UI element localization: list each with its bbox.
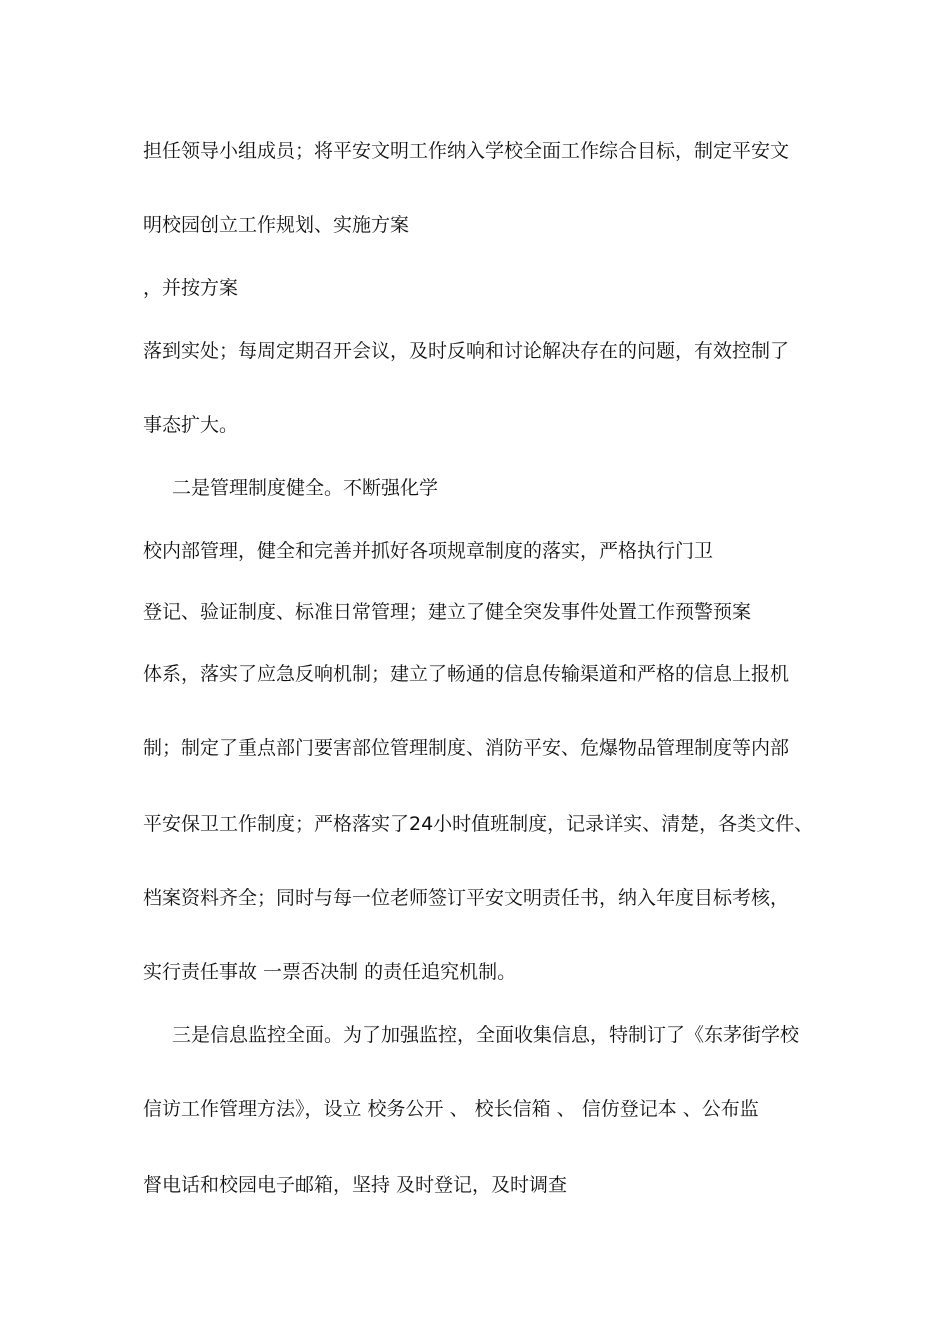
paragraph-start-line: 三是信息监控全面。为了加强监控，全面收集信息，特制订了《东茅街学校 bbox=[172, 1024, 800, 1046]
text-line: ，并按方案 bbox=[143, 277, 239, 299]
text-line: 校内部管理，健全和完善并抓好各项规章制度的落实，严格执行门卫 bbox=[143, 540, 714, 562]
text-line: 体系，落实了应急反响机制；建立了畅通的信息传输渠道和严格的信息上报机 bbox=[143, 663, 790, 685]
paragraph-start-line: 二是管理制度健全。不断强化学 bbox=[172, 477, 439, 499]
text-line: 担任领导小组成员；将平安文明工作纳入学校全面工作综合目标，制定平安文 bbox=[143, 140, 790, 162]
text-line: 督电话和校园电子邮箱，坚持 及时登记，及时调查 bbox=[143, 1174, 568, 1196]
text-line: 档案资料齐全；同时与每一位老师签订平安文明责任书，纳入年度目标考核， bbox=[143, 887, 790, 909]
text-line: 实行责任事故 一票否决制 的责任追究机制。 bbox=[143, 961, 517, 983]
text-line: 制；制定了重点部门要害部位管理制度、消防平安、危爆物品管理制度等内部 bbox=[143, 737, 790, 759]
text-line: 平安保卫工作制度；严格落实了24小时值班制度，记录详实、清楚，各类文件、 bbox=[143, 813, 814, 835]
text-line: 信访工作管理方法》，设立 校务公开 、 校长信箱 、 信仿登记本 、公布监 bbox=[143, 1098, 759, 1120]
text-line: 登记、验证制度、标准日常管理；建立了健全突发事件处置工作预警预案 bbox=[143, 601, 752, 623]
text-line: 落到实处；每周定期召开会议，及时反响和讨论解决存在的问题，有效控制了 bbox=[143, 340, 790, 362]
text-line: 事态扩大。 bbox=[143, 414, 239, 436]
text-line: 明校园创立工作规划、实施方案 bbox=[143, 214, 410, 236]
